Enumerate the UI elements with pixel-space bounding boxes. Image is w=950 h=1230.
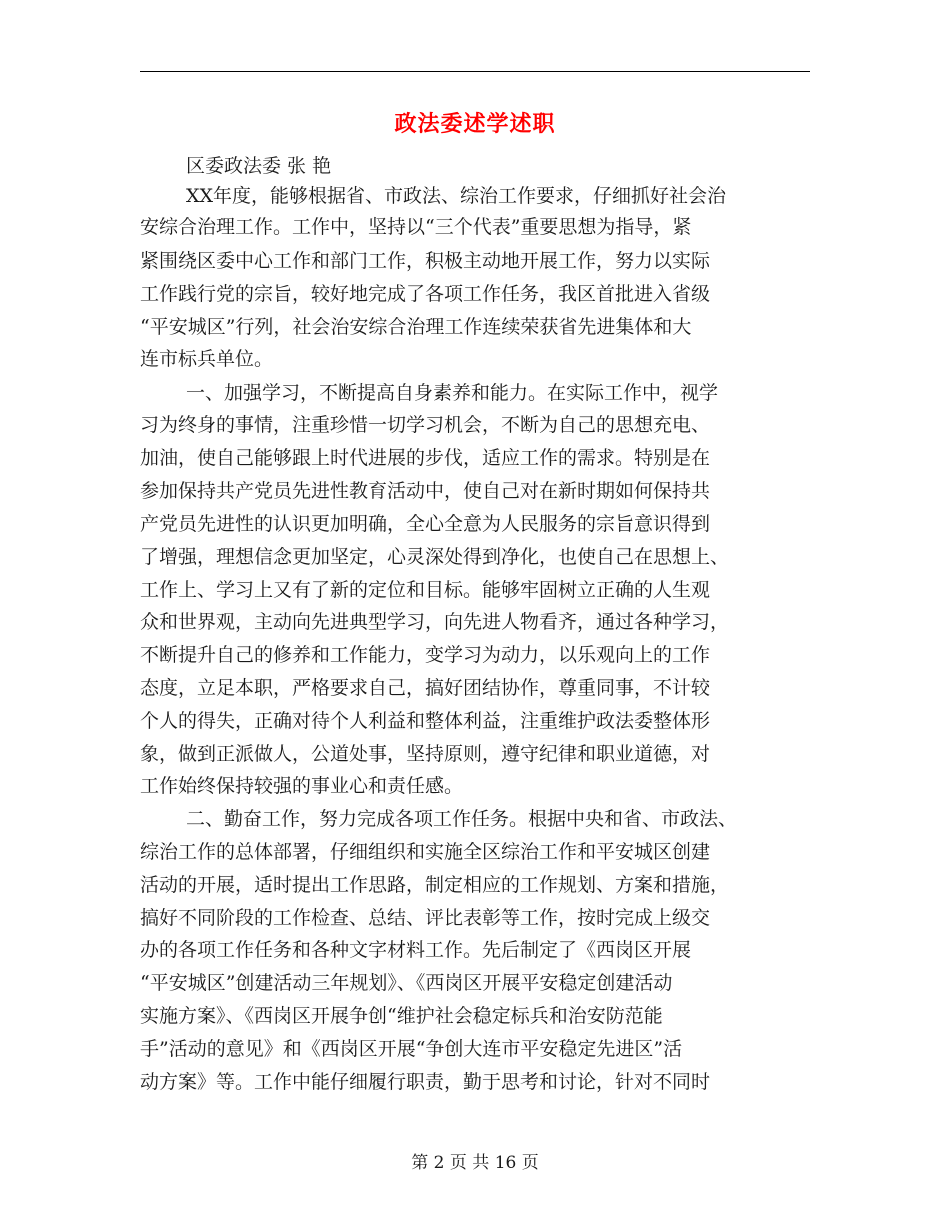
body-line: 实施方案》、《西岗区开展争创“维护社会稳定标兵和治安防范能 bbox=[140, 1005, 663, 1027]
body-line: 一、加强学习，不断提高自身素养和能力。在实际工作中，视学 bbox=[186, 382, 719, 404]
body-line: 习为终身的事情，注重珍惜一切学习机会，不断为自己的思想充电、 bbox=[140, 414, 711, 436]
body-line: “平安城区”行列，社会治安综合治理工作连续荣获省先进集体和大 bbox=[140, 316, 692, 338]
page-footer: 第 2 页 共 16 页 bbox=[411, 1153, 539, 1173]
body-line: 产党员先进性的认识更加明确，全心全意为人民服务的宗旨意识得到 bbox=[140, 513, 711, 535]
body-line: 了增强，理想信念更加坚定，心灵深处得到净化，也使自己在思想上、 bbox=[140, 546, 730, 568]
author-line: 区委政法委 张 艳 bbox=[186, 155, 332, 177]
body-line: XX年度，能够根据省、市政法、综治工作要求，仔细抓好社会治 bbox=[186, 185, 727, 207]
body-line: “平安城区”创建活动三年规划》、《西岗区开展平安稳定创建活动 bbox=[140, 972, 673, 994]
body-line: 工作始终保持较强的事业心和责任感。 bbox=[140, 775, 464, 797]
body-line: 搞好不同阶段的工作检查、总结、评比表彰等工作，按时完成上级交 bbox=[140, 907, 711, 929]
body-line: 众和世界观，主动向先进典型学习，向先进人物看齐，通过各种学习， bbox=[140, 611, 730, 633]
body-line: 二、勤奋工作，努力完成各项工作任务。根据中央和省、市政法、 bbox=[186, 808, 738, 830]
body-line: 活动的开展，适时提出工作思路，制定相应的工作规划、方案和措施， bbox=[140, 874, 730, 896]
body-line: 象，做到正派做人，公道处事，坚持原则，遵守纪律和职业道德，对 bbox=[140, 743, 711, 765]
body-line: 个人的得失，正确对待个人利益和整体利益，注重维护政法委整体形 bbox=[140, 710, 711, 732]
body-line: 安综合治理工作。工作中，坚持以“三个代表”重要思想为指导，紧 bbox=[140, 216, 692, 238]
body-line: 综治工作的总体部署，仔细组织和实施全区综治工作和平安城区创建 bbox=[140, 841, 711, 863]
body-line: 动方案》等。工作中能仔细履行职责，勤于思考和讨论，针对不同时 bbox=[140, 1071, 711, 1093]
body-line: 手”活动的意见》和《西岗区开展“争创大连市平安稳定先进区”活 bbox=[140, 1038, 683, 1060]
document-title: 政法委述学述职 bbox=[394, 111, 556, 137]
body-line: 办的各项工作任务和各种文字材料工作。先后制定了《西岗区开展 bbox=[140, 939, 692, 961]
body-line: 态度，立足本职，严格要求自己，搞好团结协作，尊重同事，不计较 bbox=[140, 677, 711, 699]
body-line: 工作上、学习上又有了新的定位和目标。能够牢固树立正确的人生观 bbox=[140, 579, 711, 601]
body-line: 参加保持共产党员先进性教育活动中，使自己对在新时期如何保持共 bbox=[140, 480, 711, 502]
body-line: 紧围绕区委中心工作和部门工作，积极主动地开展工作，努力以实际 bbox=[140, 250, 711, 272]
body-line: 不断提升自己的修养和工作能力，变学习为动力，以乐观向上的工作 bbox=[140, 644, 711, 666]
body-line: 连市标兵单位。 bbox=[140, 348, 274, 370]
body-line: 加油，使自己能够跟上时代进展的步伐，适应工作的需求。特别是在 bbox=[140, 447, 711, 469]
header-rule bbox=[140, 71, 810, 72]
body-line: 工作践行党的宗旨，较好地完成了各项工作任务，我区首批进入省级 bbox=[140, 283, 711, 305]
